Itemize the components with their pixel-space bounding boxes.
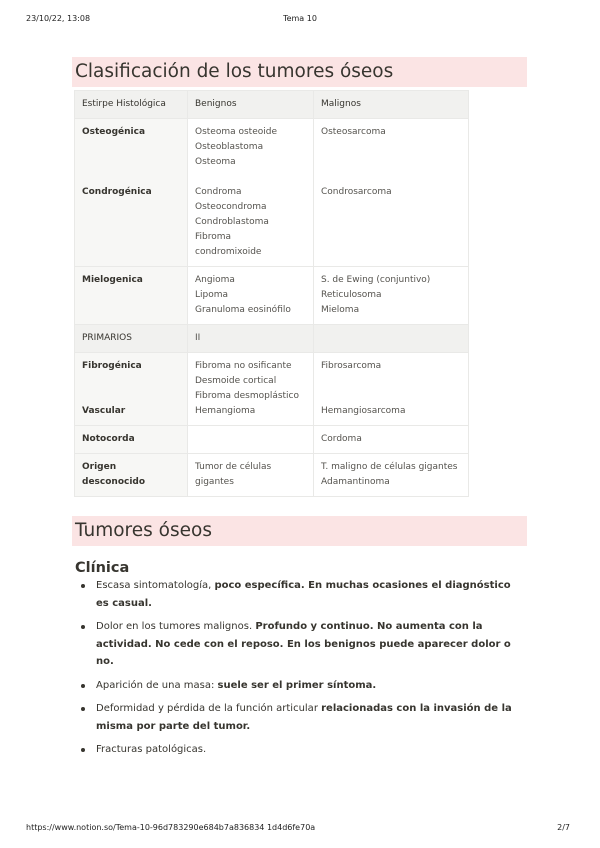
cell-line [195, 170, 306, 185]
cell-line [321, 170, 461, 185]
list-item-text: Deformidad y pérdida de la función articular [96, 703, 322, 714]
section-heading-tumores: Tumores óseos [72, 516, 527, 546]
cell-line: Fibrosarcoma [321, 361, 382, 371]
table-row [75, 353, 469, 426]
cell-line: condromixoide [195, 247, 262, 257]
list-item [75, 618, 525, 671]
cell-line [195, 432, 306, 447]
cell-line: Fibroma no osificante [195, 361, 292, 371]
cell-line: Lipoma [195, 290, 229, 300]
cell-line [82, 155, 180, 170]
table-cell [75, 426, 188, 454]
table-row [75, 119, 469, 267]
table-cell [75, 119, 188, 267]
cell-line: Condroma [195, 187, 242, 197]
list-item-emphasis: poco específica. En muchas ocasiones el diagnóstico es casual. [96, 580, 511, 609]
cell-line: Fibrogénica [82, 361, 142, 371]
cell-line: T. maligno de células gigantes [321, 462, 458, 472]
cell-line: Vascular [82, 406, 126, 416]
cell-line: Hemangioma [195, 406, 256, 416]
table-cell [314, 325, 469, 353]
cell-line: Origen desconocido [82, 462, 146, 487]
cell-line [82, 170, 180, 185]
cell-line: Adamantinoma [321, 477, 390, 487]
table-row [75, 454, 469, 497]
table-cell [188, 325, 314, 353]
cell-line: Fibroma desmoplástico [195, 391, 300, 401]
list-item-emphasis: relacionadas con la invasión de la misma por parte del tumor. [96, 703, 512, 732]
cell-line: Hemangiosarcoma [321, 406, 406, 416]
cell-line: Condrogénica [82, 187, 152, 197]
list-item-text: Aparición de una masa: [96, 679, 218, 691]
table-cell [188, 426, 314, 454]
subheading-clinica: Clínica [75, 560, 130, 576]
cell-line [82, 140, 180, 155]
table-cell [75, 454, 188, 497]
list-item [75, 741, 525, 759]
cell-line: Reticulosoma [321, 290, 382, 300]
cell-line: Osteosarcoma [321, 127, 386, 137]
cell-line: S. de Ewing (conjuntivo) [321, 275, 431, 285]
cell-line [321, 331, 461, 346]
cell-line [321, 155, 461, 170]
cell-line: Osteocondroma [195, 202, 267, 212]
cell-line [321, 389, 461, 404]
cell-line [321, 374, 461, 389]
table-row [75, 325, 469, 353]
bullet-icon [81, 748, 85, 752]
section-heading-clasificacion: Clasificación de los tumores óseos [72, 57, 527, 87]
cell-line: Angioma [195, 275, 235, 285]
list-item-emphasis: suele ser el primer síntoma. [217, 679, 377, 691]
cell-line: Condroblastoma [195, 217, 269, 227]
cell-line [321, 140, 461, 155]
print-url: https://www.notion.so/Tema-10-96d783290e684b7a836834 1d4d6fe70a [26, 823, 316, 832]
cell-line: Fibroma [195, 232, 232, 242]
classification-table [74, 90, 469, 497]
list-item-text: Escasa sintomatología, [96, 580, 215, 591]
bullet-icon [81, 707, 85, 711]
cell-line [82, 389, 180, 404]
table-header-cell: Malignos [314, 91, 469, 119]
cell-line [82, 374, 180, 389]
table-cell [314, 267, 469, 325]
list-item [75, 577, 525, 612]
cell-line: Cordoma [321, 434, 362, 444]
table-cell [188, 454, 314, 497]
table-row [75, 426, 469, 454]
cell-line: Osteoma osteoide [195, 127, 278, 137]
bullet-icon [81, 684, 85, 688]
list-item-emphasis: Profundo y continuo. No aumenta con la actividad. No cede con el reposo. En los benignos puede aparecer dolor o no. [96, 621, 511, 667]
cell-line: Mielogenica [82, 275, 143, 285]
table-cell [314, 426, 469, 454]
table-header-cell: Estirpe Histológica [75, 91, 188, 119]
bullet-icon [81, 584, 85, 588]
cell-line: Mieloma [321, 305, 360, 315]
table-cell [314, 119, 469, 267]
cell-line: Granuloma eosinófilo [195, 305, 291, 315]
table-header-cell: Benignos [188, 91, 314, 119]
list-item [75, 700, 525, 735]
cell-line: Osteogénica [82, 127, 146, 137]
cell-line: Condrosarcoma [321, 187, 392, 197]
table-cell [75, 267, 188, 325]
list-item-text: Fracturas patológicas. [96, 744, 207, 755]
table-cell [75, 325, 188, 353]
cell-line: II [195, 333, 201, 343]
clinica-list [75, 577, 525, 765]
print-datetime: 23/10/22, 13:08 [26, 14, 91, 23]
table-header-row [75, 91, 469, 119]
cell-line: gigantes [195, 477, 234, 487]
table-cell [188, 267, 314, 325]
cell-line: Osteoblastoma [195, 142, 264, 152]
cell-line: Notocorda [82, 434, 135, 444]
table-cell [188, 353, 314, 426]
table-cell [314, 353, 469, 426]
table-cell [314, 454, 469, 497]
cell-line: Osteoma [195, 157, 236, 167]
table-cell [188, 119, 314, 267]
list-item-text: Dolor en los tumores malignos. [96, 621, 256, 632]
table-row [75, 267, 469, 325]
cell-line: Tumor de células [195, 462, 272, 472]
cell-line: PRIMARIOS [82, 333, 132, 343]
cell-line: Desmoide cortical [195, 376, 277, 386]
print-title: Tema 10 [283, 14, 317, 23]
page-number: 2/7 [557, 823, 570, 832]
table-cell [75, 353, 188, 426]
bullet-icon [81, 625, 85, 629]
list-item [75, 677, 525, 695]
